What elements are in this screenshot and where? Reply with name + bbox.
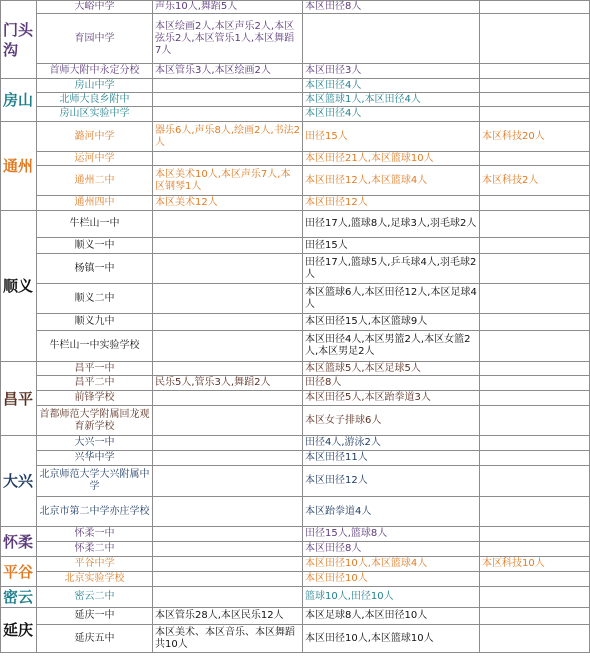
school-name: 首师大附中永定分校 [37, 64, 153, 79]
table-row [1, 362, 590, 376]
tech-quota [480, 625, 590, 653]
school-name: 北京实验学校 [37, 572, 153, 587]
table-row [1, 284, 590, 314]
sports-quota: 田径15人,篮球8人 [303, 527, 480, 542]
tech-quota [480, 542, 590, 557]
tech-quota: 本区科技2人 [480, 166, 590, 196]
art-quota [153, 391, 303, 406]
sports-quota: 田径4人,游泳2人 [303, 436, 480, 451]
table-row [1, 451, 590, 466]
school-name: 大兴一中 [37, 436, 153, 451]
sports-quota: 本区田径10人 [303, 572, 480, 587]
tech-quota [480, 152, 590, 166]
sports-quota: 本区女子排球6人 [303, 406, 480, 436]
sports-quota: 本区田径5人,本区跆拳道3人 [303, 391, 480, 406]
tech-quota [480, 362, 590, 376]
table-row [1, 406, 590, 436]
sports-quota: 田径8人 [303, 376, 480, 391]
school-name: 牛栏山一中实验学校 [37, 331, 153, 362]
school-name: 通州二中 [37, 166, 153, 196]
art-quota [153, 557, 303, 572]
sports-quota: 本区田径4人 [303, 79, 480, 93]
school-name: 顺义九中 [37, 314, 153, 331]
table-row [1, 331, 590, 362]
art-quota [153, 497, 303, 527]
table-row [1, 391, 590, 406]
table-row [1, 152, 590, 166]
table-row [1, 238, 590, 254]
tech-quota [480, 238, 590, 254]
table-row [1, 625, 590, 653]
school-name: 育园中学 [37, 14, 153, 64]
art-quota [153, 314, 303, 331]
table-row [1, 211, 590, 238]
art-quota [153, 451, 303, 466]
school-name: 延庆五中 [37, 625, 153, 653]
tech-quota [480, 608, 590, 625]
school-name: 大峪中学 [37, 1, 153, 14]
school-name: 延庆一中 [37, 608, 153, 625]
art-quota [153, 79, 303, 93]
art-quota [153, 211, 303, 238]
sports-quota: 田径15人 [303, 238, 480, 254]
art-quota [153, 466, 303, 497]
school-name: 怀柔二中 [37, 542, 153, 557]
table-row [1, 122, 590, 152]
tech-quota [480, 451, 590, 466]
district-label: 密云 [1, 587, 37, 608]
sports-quota: 本区田径4人 [303, 107, 480, 122]
school-name: 顺义一中 [37, 238, 153, 254]
table-row [1, 376, 590, 391]
tech-quota [480, 93, 590, 107]
tech-quota [480, 406, 590, 436]
district-label: 顺义 [1, 211, 37, 362]
district-label: 门头沟 [1, 1, 37, 79]
school-name: 平谷中学 [37, 557, 153, 572]
art-quota: 本区管乐3人,本区绘画2人 [153, 64, 303, 79]
school-name: 潞河中学 [37, 122, 153, 152]
art-quota [153, 331, 303, 362]
sports-quota: 本区田径12人 [303, 466, 480, 497]
sports-quota [303, 14, 480, 64]
tech-quota [480, 107, 590, 122]
sports-quota: 本区田径3人 [303, 64, 480, 79]
tech-quota [480, 1, 590, 14]
art-quota: 本区美术、本区音乐、本区舞蹈共10人 [153, 625, 303, 653]
art-quota: 本区绘画2人,本区声乐2人,本区弦乐2人,本区管乐1人,本区舞蹈7人 [153, 14, 303, 64]
art-quota [153, 254, 303, 284]
sports-quota: 本区跆拳道4人 [303, 497, 480, 527]
art-quota [153, 527, 303, 542]
district-label: 怀柔 [1, 527, 37, 557]
sports-quota: 本区田径8人 [303, 1, 480, 14]
table-row [1, 557, 590, 572]
tech-quota [480, 211, 590, 238]
art-quota [153, 152, 303, 166]
art-quota [153, 572, 303, 587]
sports-quota: 本区田径12人,本区篮球4人 [303, 166, 480, 196]
table-row [1, 93, 590, 107]
school-name: 密云二中 [37, 587, 153, 608]
table-row [1, 14, 590, 64]
district-label: 大兴 [1, 436, 37, 527]
district-label: 平谷 [1, 557, 37, 587]
art-quota [153, 436, 303, 451]
tech-quota [480, 14, 590, 64]
school-name: 运河中学 [37, 152, 153, 166]
art-quota: 器乐6人,声乐8人,绘画2人,书法2人 [153, 122, 303, 152]
tech-quota [480, 466, 590, 497]
art-quota [153, 107, 303, 122]
school-name: 顺义二中 [37, 284, 153, 314]
tech-quota [480, 64, 590, 79]
sports-quota: 本区田径10人,本区篮球10人 [303, 625, 480, 653]
school-name: 北师大良乡附中 [37, 93, 153, 107]
table-row [1, 107, 590, 122]
sports-quota: 篮球10人,田径10人 [303, 587, 480, 608]
tech-quota [480, 527, 590, 542]
school-name: 牛栏山一中 [37, 211, 153, 238]
sports-quota: 本区篮球6人,本区田径12人,本区足球4人 [303, 284, 480, 314]
table-row [1, 79, 590, 93]
school-name: 房山中学 [37, 79, 153, 93]
tech-quota [480, 436, 590, 451]
school-name: 怀柔一中 [37, 527, 153, 542]
art-quota [153, 284, 303, 314]
sports-quota: 本区田径10人,本区篮球4人 [303, 557, 480, 572]
sports-quota: 本区田径8人 [303, 542, 480, 557]
art-quota [153, 406, 303, 436]
table-row [1, 527, 590, 542]
table-row [1, 64, 590, 79]
school-name: 昌平一中 [37, 362, 153, 376]
sports-quota: 田径17人,篮球5人,乒乓球4人,羽毛球2人 [303, 254, 480, 284]
tech-quota [480, 587, 590, 608]
table-row [1, 436, 590, 451]
school-name: 杨镇一中 [37, 254, 153, 284]
art-quota: 本区管乐28人,本区民乐12人 [153, 608, 303, 625]
table-row [1, 314, 590, 331]
table-row [1, 166, 590, 196]
table-row [1, 254, 590, 284]
tech-quota [480, 376, 590, 391]
school-name: 北京师范大学大兴附属中学 [37, 466, 153, 497]
school-name: 房山区实验中学 [37, 107, 153, 122]
school-name: 兴华中学 [37, 451, 153, 466]
sports-quota: 本区篮球5人,本区足球5人 [303, 362, 480, 376]
table-row [1, 542, 590, 557]
table-row [1, 466, 590, 497]
table-row [1, 497, 590, 527]
art-quota: 本区美术10人,本区声乐7人,本区钢琴1人 [153, 166, 303, 196]
school-name: 北京市第二中学亦庄学校 [37, 497, 153, 527]
table-row [1, 196, 590, 211]
district-label: 房山 [1, 79, 37, 122]
table-row [1, 572, 590, 587]
tech-quota [480, 314, 590, 331]
sports-quota: 本区田径12人 [303, 196, 480, 211]
tech-quota [480, 331, 590, 362]
art-quota [153, 93, 303, 107]
school-name: 通州四中 [37, 196, 153, 211]
art-quota [153, 587, 303, 608]
table-row [1, 608, 590, 625]
art-quota [153, 362, 303, 376]
district-label: 延庆 [1, 608, 37, 653]
tech-quota [480, 79, 590, 93]
sports-quota: 本区篮球1人,本区田径4人 [303, 93, 480, 107]
sports-quota: 田径17人,篮球8人,足球3人,羽毛球2人 [303, 211, 480, 238]
sports-quota: 本区田径11人 [303, 451, 480, 466]
sports-quota: 田径15人 [303, 122, 480, 152]
school-name: 昌平二中 [37, 376, 153, 391]
school-name: 前锋学校 [37, 391, 153, 406]
district-label: 昌平 [1, 362, 37, 436]
district-label: 通州 [1, 122, 37, 211]
tech-quota [480, 284, 590, 314]
table-row [1, 587, 590, 608]
tech-quota [480, 391, 590, 406]
sports-quota: 本区足球8人,本区田径10人 [303, 608, 480, 625]
art-quota [153, 542, 303, 557]
table-row [1, 1, 590, 14]
art-quota [153, 238, 303, 254]
tech-quota: 本区科技10人 [480, 557, 590, 572]
sports-quota: 本区田径15人,本区篮球9人 [303, 314, 480, 331]
sports-quota: 本区田径21人,本区篮球10人 [303, 152, 480, 166]
tech-quota [480, 572, 590, 587]
school-name: 首都师范大学附属回龙观育新学校 [37, 406, 153, 436]
art-quota: 民乐5人,管乐3人,舞蹈2人 [153, 376, 303, 391]
tech-quota: 本区科技20人 [480, 122, 590, 152]
art-quota: 本区美术12人 [153, 196, 303, 211]
sports-quota: 本区田径4人,本区男篮2人,本区女篮2人,本区男足2人 [303, 331, 480, 362]
tech-quota [480, 497, 590, 527]
tech-quota [480, 196, 590, 211]
tech-quota [480, 254, 590, 284]
art-quota: 声乐10人,舞蹈5人 [153, 1, 303, 14]
